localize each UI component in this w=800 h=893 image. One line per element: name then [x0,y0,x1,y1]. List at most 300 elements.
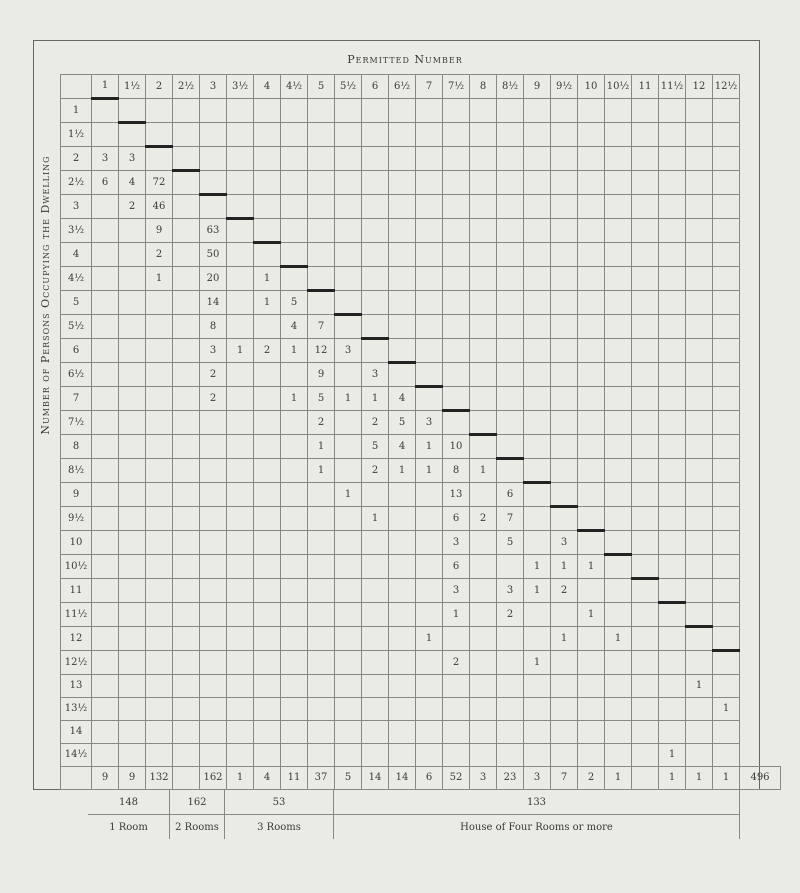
row-header: 7 [61,387,92,411]
table-cell [632,315,659,339]
table-cell: 1 [335,483,362,507]
group-total: 133 [334,790,740,815]
table-cell [335,507,362,531]
table-cell [362,147,389,171]
table-cell [443,99,470,123]
table-cell [119,555,146,579]
table-cell [686,363,713,387]
table-cell [146,744,173,767]
table-cell [524,483,551,507]
table-cell [92,387,119,411]
table-cell [173,675,200,698]
table-cell [605,459,632,483]
table-cell [713,603,740,627]
table-cell [119,483,146,507]
table-cell [92,627,119,651]
table-cell [308,744,335,767]
table-cell [389,531,416,555]
table-cell [92,363,119,387]
table-cell [92,531,119,555]
table-cell: 1 [362,507,389,531]
table-cell [524,744,551,767]
table-cell [659,267,686,291]
table-cell: 8 [443,459,470,483]
table-cell [686,123,713,147]
table-cell: 13 [443,483,470,507]
table-cell: 1 [416,627,443,651]
table-cell: 9 [146,219,173,243]
table-cell: 1 [605,627,632,651]
table-cell [470,411,497,435]
table-cell [659,99,686,123]
table-cell [227,579,254,603]
table-cell [713,435,740,459]
table-cell [632,531,659,555]
table-cell [713,531,740,555]
column-header: 8 [470,75,497,99]
table-cell [254,651,281,675]
table-cell [443,744,470,767]
row-header: 2 [61,147,92,171]
column-header: 4 [254,75,281,99]
table-cell [524,459,551,483]
table-cell [470,171,497,195]
table-cell [578,147,605,171]
table-cell [173,531,200,555]
table-cell [254,411,281,435]
table-cell [416,483,443,507]
table-cell: 1 [524,651,551,675]
table-cell [335,171,362,195]
table-cell [578,435,605,459]
table-cell [200,435,227,459]
table-cell [254,531,281,555]
table-cell: 2 [362,411,389,435]
table-cell [146,339,173,363]
table-cell [308,483,335,507]
total-cell: 37 [308,767,335,790]
table-row [61,744,781,767]
table-cell: 1 [254,267,281,291]
table-cell [551,675,578,698]
table-cell [551,99,578,123]
table-cell [551,219,578,243]
table-cell [173,698,200,721]
table-cell [551,744,578,767]
table-cell [254,698,281,721]
table-cell [524,411,551,435]
table-cell [146,627,173,651]
table-cell [308,627,335,651]
table-row [61,675,781,698]
table-cell [146,483,173,507]
table-cell [497,123,524,147]
total-cell: 1 [227,767,254,790]
total-cell: 3 [470,767,497,790]
table-cell [686,171,713,195]
row-header: 8½ [61,459,92,483]
table-cell: 1 [227,339,254,363]
table-cell [200,171,227,195]
table-cell [470,651,497,675]
table-cell [200,507,227,531]
table-cell [713,363,740,387]
table-cell [551,411,578,435]
table-row [61,579,781,603]
table-cell [713,99,740,123]
row-header: 13½ [61,698,92,721]
table-cell [254,744,281,767]
table-cell [443,363,470,387]
table-cell [200,698,227,721]
column-header: 9½ [551,75,578,99]
table-cell [389,363,416,387]
table-cell [335,291,362,315]
table-cell [119,363,146,387]
table-cell [686,387,713,411]
table-cell [470,147,497,171]
table-cell [92,459,119,483]
table-cell [497,651,524,675]
table-cell [281,507,308,531]
table-cell [443,698,470,721]
table-cell [524,698,551,721]
table-cell [632,99,659,123]
table-cell [92,483,119,507]
table-cell [551,123,578,147]
table-cell [416,339,443,363]
table-cell [524,291,551,315]
table-cell [362,531,389,555]
column-header: 12 [686,75,713,99]
table-cell [470,435,497,459]
table-cell [632,483,659,507]
table-cell [659,195,686,219]
table-row [61,698,781,721]
row-header: 11 [61,579,92,603]
table-cell: 72 [146,171,173,195]
table-cell [632,721,659,744]
table-cell [92,339,119,363]
table-cell [578,99,605,123]
table-cell [389,99,416,123]
table-cell [362,339,389,363]
table-cell [713,744,740,767]
table-cell [686,721,713,744]
table-row [61,603,781,627]
table-cell [362,219,389,243]
table-cell [416,291,443,315]
table-cell [470,579,497,603]
table-cell [389,744,416,767]
table-cell: 6 [443,555,470,579]
table-cell [713,627,740,651]
table-cell [713,243,740,267]
table-cell [254,459,281,483]
table-cell [551,291,578,315]
table-cell [524,721,551,744]
table-cell [362,195,389,219]
table-cell [497,363,524,387]
table-cell [416,698,443,721]
table-cell [254,195,281,219]
table-cell [686,459,713,483]
table-cell: 1 [146,267,173,291]
table-cell [308,195,335,219]
table-cell: 2 [308,411,335,435]
table-cell [200,147,227,171]
table-cell: 1 [686,675,713,698]
table-cell [200,459,227,483]
table-cell: 9 [308,363,335,387]
table-cell [335,531,362,555]
table-cell [551,315,578,339]
table-cell [524,243,551,267]
table-cell [524,507,551,531]
table-cell: 3 [551,531,578,555]
table-cell [470,675,497,698]
table-cell [173,99,200,123]
row-header: 2½ [61,171,92,195]
table-cell [416,363,443,387]
table-cell [308,698,335,721]
table-cell [470,123,497,147]
table-cell [605,99,632,123]
table-row [61,411,781,435]
table-cell [524,435,551,459]
table-cell [281,698,308,721]
table-cell [551,698,578,721]
table-cell [146,123,173,147]
table-cell [659,459,686,483]
table-cell [227,315,254,339]
table-cell [686,339,713,363]
table-cell [119,651,146,675]
table-cell [632,459,659,483]
table-cell [713,675,740,698]
row-header: 6 [61,339,92,363]
table-cell [524,99,551,123]
table-cell [551,459,578,483]
table-cell: 46 [146,195,173,219]
table-cell [443,721,470,744]
table-cell [578,363,605,387]
table-cell [92,698,119,721]
table-cell [659,603,686,627]
table-cell [227,721,254,744]
table-cell: 6 [92,171,119,195]
table-cell [362,721,389,744]
table-cell [227,243,254,267]
table-cell [254,507,281,531]
row-header: 5½ [61,315,92,339]
table-cell [605,435,632,459]
table-cell [254,243,281,267]
table-cell [146,531,173,555]
table-cell [416,243,443,267]
table-cell [308,603,335,627]
row-header: 12 [61,627,92,651]
column-header: 8½ [497,75,524,99]
table-cell [470,315,497,339]
column-header: 11½ [659,75,686,99]
corner-cell [61,75,92,99]
table-cell [578,459,605,483]
table-cell: 6 [443,507,470,531]
table-cell [200,651,227,675]
table-row [61,721,781,744]
table-cell [335,744,362,767]
table-cell [254,627,281,651]
table-cell [254,99,281,123]
table-cell [362,603,389,627]
table-cell [497,147,524,171]
table-cell [362,315,389,339]
table-cell [551,363,578,387]
table-cell [335,243,362,267]
table-cell [335,363,362,387]
table-cell: 2 [551,579,578,603]
table-cell [416,675,443,698]
table-cell [92,603,119,627]
table-cell [578,698,605,721]
table-cell [443,171,470,195]
table-cell [146,435,173,459]
table-cell [659,675,686,698]
table-cell [119,507,146,531]
table-cell [605,219,632,243]
table-cell [281,267,308,291]
table-cell [713,507,740,531]
table-cell [497,195,524,219]
table-cell [281,195,308,219]
table-row [61,315,781,339]
table-cell [173,651,200,675]
table-cell [227,531,254,555]
table-row [61,147,781,171]
table-row [61,387,781,411]
table-cell [281,555,308,579]
table-cell [470,267,497,291]
group-total: 53 [225,790,334,815]
table-cell [605,147,632,171]
table-cell [335,721,362,744]
table-cell [308,651,335,675]
header-title: Permitted Number [347,53,463,66]
column-header: 6½ [389,75,416,99]
table-cell [146,459,173,483]
table-cell [659,507,686,531]
table-cell [119,243,146,267]
table-cell [416,555,443,579]
table-cell [335,435,362,459]
row-header: 7½ [61,411,92,435]
table-cell [308,675,335,698]
table-cell: 1 [443,603,470,627]
total-cell: 14 [362,767,389,790]
table-cell: 1 [281,387,308,411]
table-cell [227,651,254,675]
table-cell [686,483,713,507]
table-cell [227,411,254,435]
table-cell [470,555,497,579]
table-cell [281,171,308,195]
table-cell [173,315,200,339]
table-cell [92,675,119,698]
row-header: 8 [61,435,92,459]
table-cell [632,123,659,147]
table-row [61,363,781,387]
table-cell [605,603,632,627]
table-cell [605,195,632,219]
table-cell [686,147,713,171]
table-cell [470,387,497,411]
table-cell [497,171,524,195]
table-cell [632,675,659,698]
table-cell [632,219,659,243]
table-cell [524,195,551,219]
table-cell [227,744,254,767]
table-cell [524,123,551,147]
table-cell [173,555,200,579]
table-cell [173,579,200,603]
table-cell [416,579,443,603]
table-cell [632,698,659,721]
table-cell [200,195,227,219]
table-cell [659,147,686,171]
table-cell [632,363,659,387]
column-header: 1½ [119,75,146,99]
table-cell [686,531,713,555]
table-row [61,291,781,315]
table-cell [686,698,713,721]
table-cell [686,99,713,123]
table-cell [686,195,713,219]
column-header: 7½ [443,75,470,99]
permitted-number-table [60,74,781,790]
table-cell [227,459,254,483]
total-cell: 23 [497,767,524,790]
table-cell [308,507,335,531]
table-cell: 20 [200,267,227,291]
table-cell [605,267,632,291]
table-cell: 1 [416,435,443,459]
table-cell [632,744,659,767]
table-cell [443,243,470,267]
table-cell [443,219,470,243]
table-cell [227,483,254,507]
table-cell [524,603,551,627]
table-cell [524,171,551,195]
table-cell [362,651,389,675]
table-cell [497,387,524,411]
group-total: 162 [170,790,225,815]
table-cell: 1 [281,339,308,363]
table-cell [686,507,713,531]
table-cell [308,531,335,555]
table-cell [578,744,605,767]
table-cell [173,387,200,411]
table-cell [659,651,686,675]
table-cell: 3 [443,531,470,555]
column-header: 10½ [605,75,632,99]
table-cell [173,603,200,627]
table-cell [686,603,713,627]
group-label: 3 Rooms [225,815,334,840]
table-cell [119,675,146,698]
table-cell [173,459,200,483]
table-cell [389,721,416,744]
